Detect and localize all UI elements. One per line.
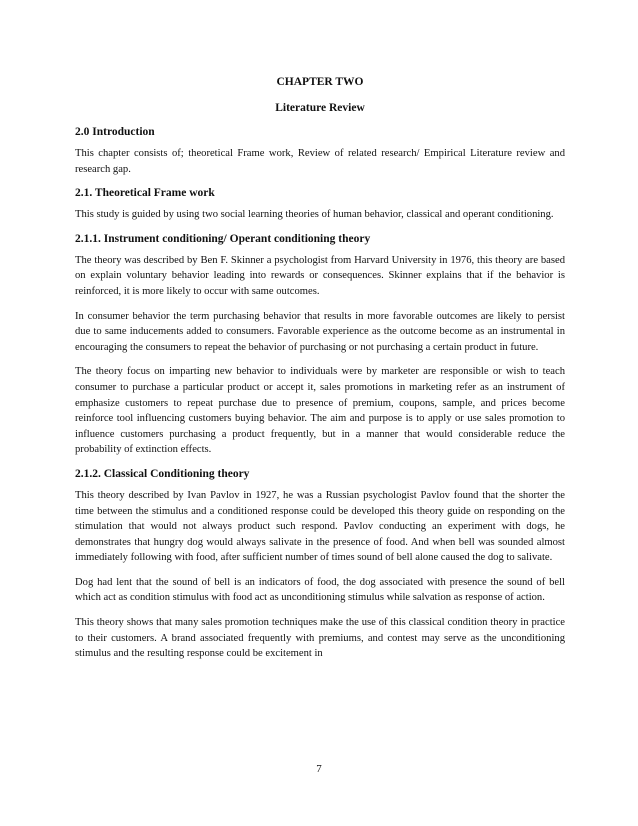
paragraph-operant-1: The theory was described by Ben F. Skinner a psychologist from Harvard University in 1976, this theory are based on explain voluntary behavior leading into rewards or consequences. Skinner explains that if the behavior is reinforced, it is more likely to occur with same outcomes. — [75, 254, 565, 297]
paragraph-introduction: This chapter consists of; theoretical Frame work, Review of related research/ Empirical Literature review and research gap. — [75, 148, 565, 175]
paragraph-theoretical-framework: This study is guided by using two social learning theories of human behavior, classical and operant conditioning. — [75, 209, 554, 221]
section-heading-introduction: 2.0 Introduction — [75, 126, 155, 138]
chapter-title: CHAPTER TWO — [276, 76, 364, 88]
page-number: 7 — [316, 763, 322, 775]
paragraph-classical-2: Dog had lent that the sound of bell is an indicators of food, the dog associated with presence the sound of bell which act as condition stimulus with food act as unconditioning stimulus while salvation as response of action. — [75, 576, 565, 604]
chapter-subtitle: Literature Review — [275, 102, 365, 114]
paragraph-classical-1: This theory described by Ivan Pavlov in 1927, he was a Russian psychologist Pavlov found that the shorter the time between the stimulus and a conditioned response could be developed this theory guide on responding on the stimulation that would not always product such respond. Pavlov conducting an experiment with dogs, he demonstrates that hungry dog would always salivate in the presence of food. And when bell was sounded almost immediately following with food, after sufficient number of times sound of bell alone caused the dog to salivate. — [75, 489, 565, 564]
paragraph-operant-2: In consumer behavior the term purchasing behavior that results in more favorable outcomes are likely to persist due to same inducements added to consumers. Favorable experience as the outcome become as an instrumental in encouraging the consumers to repeat the behavior of purchasing or not purchasing a certain product in future. — [75, 310, 565, 353]
page-content — [75, 75, 565, 671]
section-heading-operant-conditioning: 2.1.1. Instrument conditioning/ Operant conditioning theory — [75, 232, 371, 245]
section-heading-theoretical-framework: 2.1. Theoretical Frame work — [75, 187, 215, 200]
paragraph-operant-3: The theory focus on imparting new behavior to individuals were by marketer are responsible or wish to teach consumer to purchase a particular product or accept it, sales promotions in marketing refer as an instrument of emphasize customers to repeat purchase due to presence of premium, coupons, sample, and prices become reinforce tool influencing customers buying behavior. The aim and purpose is to apply or use sales promotion to influence customers purchasing a product frequently, but in a manner that would considerable reduce the probability of extinction effects. — [75, 366, 565, 456]
section-heading-classical-conditioning: 2.1.2. Classical Conditioning theory — [75, 467, 250, 480]
paragraph-classical-3: This theory shows that many sales promotion techniques make the use of this classical condition theory in practice to their customers. A brand associated frequently with premiums, and contest may serve as the unconditioning stimulus and the resulting response could be excitement in — [75, 617, 565, 660]
